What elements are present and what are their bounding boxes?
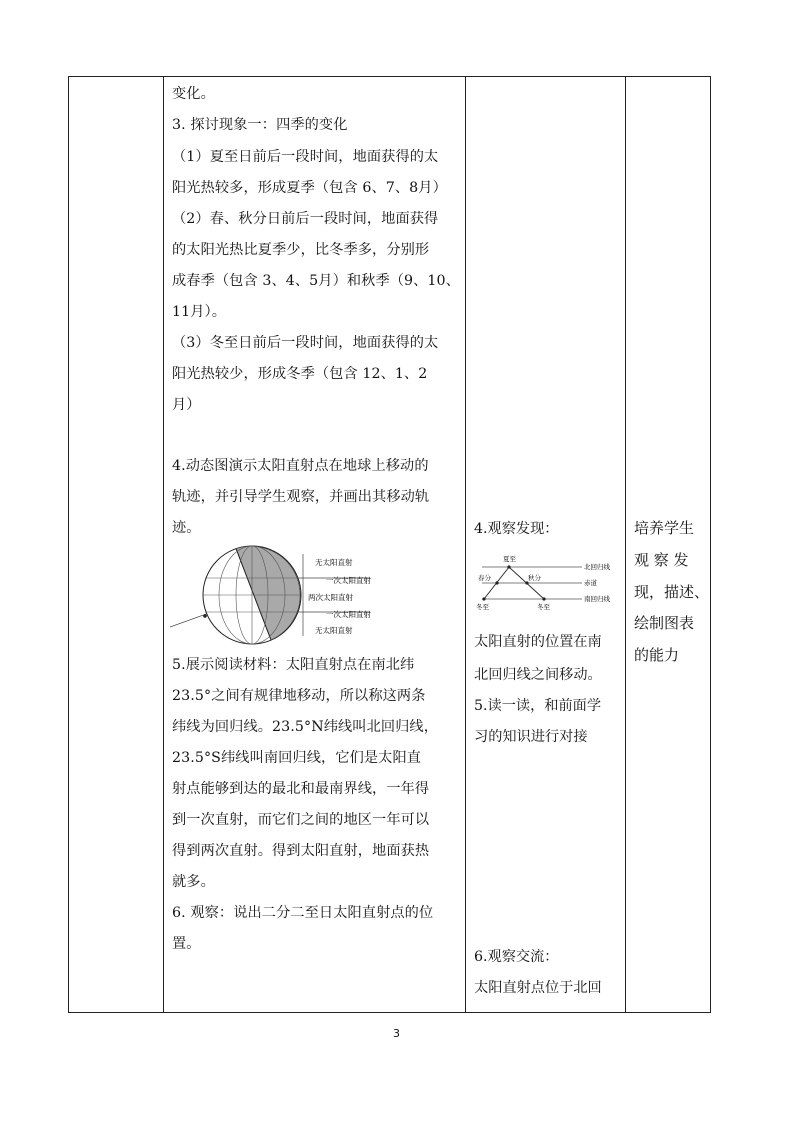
text-line: （2）春、秋分日前后一段时间，地面获得 [172, 211, 439, 227]
text-line: 3. 探讨现象一：四季的变化 [172, 117, 348, 133]
sun-path-diagram [472, 554, 622, 616]
text-line: 就多。 [172, 874, 215, 890]
text-line: 5.展示阅读材料：太阳直射点在南北纬 [172, 657, 415, 673]
text-line: 阳光热较多，形成夏季（包含 6、7、8月） [172, 180, 447, 196]
label-autumn: 秋分 [528, 574, 541, 582]
text-line: 得到两次直射。得到太阳直射，地面获热 [172, 843, 430, 859]
globe-sunlight-figure [170, 545, 410, 657]
text-line: 月） [172, 397, 201, 413]
direct-point-dot [203, 614, 207, 618]
globe-label-none-bottom: 无太阳直射 [315, 626, 353, 635]
text-line: 23.5°之间有规律地移动，所以称这两条 [172, 688, 426, 704]
label-winter-left: 冬至 [476, 603, 489, 611]
globe-label-once-top: 一次太阳直射 [326, 576, 371, 585]
globe-label-twice: 两次太阳直射 [308, 593, 353, 602]
text-line: 轨迹，并引导学生观察，并画出其移动轨 [172, 489, 430, 505]
text-line: 6.观察交流： [474, 949, 559, 965]
teacher-activity-cell [164, 77, 466, 1012]
globe-label-once-bottom: 一次太阳直射 [326, 610, 371, 619]
text-line: 绘制图表 [634, 614, 695, 632]
text-line: 射点能够到达的最北和最南界线，一年得 [172, 781, 430, 797]
text-line: 的太阳光热比夏季少，比冬季多，分别形 [172, 242, 430, 258]
lesson-table [68, 76, 711, 1013]
text-line: 观 察 发 [634, 551, 689, 569]
student-activity-cell [466, 77, 626, 1012]
text-line: 5.读一读，和前面学 [474, 698, 602, 714]
text-line: 习的知识进行对接 [474, 729, 588, 745]
text-line: 阳光热较少，形成冬季（包含 12、1、2 [172, 366, 428, 382]
label-winter-right: 冬至 [537, 603, 550, 611]
text-line: 4.动态图演示太阳直射点在地球上移动的 [172, 458, 429, 474]
text-line: 的能力 [634, 646, 680, 664]
text-line: 培养学生 [634, 519, 695, 537]
label-equator: 赤道 [584, 579, 597, 587]
text-line: 现，描述、 [634, 583, 710, 601]
text-line: 迹。 [172, 520, 201, 536]
text-line: 变化。 [172, 86, 215, 102]
text-line: 太阳直射点位于北回 [474, 980, 602, 996]
text-line: 太阳直射的位置在南 [474, 634, 602, 650]
label-south-tropic: 南回归线 [584, 595, 610, 603]
text-line: 23.5°S纬线叫南回归线，它们是太阳直 [172, 750, 422, 766]
text-line: （3）冬至日前后一段时间，地面获得的太 [172, 335, 439, 351]
text-line: 11月）。 [172, 304, 227, 320]
globe-label-none-top: 无太阳直射 [315, 558, 353, 567]
label-north-tropic: 北回归线 [584, 563, 610, 571]
text-line: （1）夏至日前后一段时间，地面获得的太 [172, 149, 439, 165]
design-intent-cell [626, 77, 712, 1012]
text-line: 到一次直射，而它们之间的地区一年可以 [172, 812, 430, 828]
label-summer: 夏至 [503, 555, 516, 563]
text-line: 成春季（包含 3、4、5月）和秋季（9、10、 [172, 273, 460, 289]
page-number: 3 [393, 1027, 400, 1040]
text-line: 置。 [172, 936, 201, 952]
text-line: 4.观察发现： [474, 521, 559, 537]
text-line: 纬线为回归线。23.5°N纬线叫北回归线， [172, 719, 439, 735]
text-line: 6. 观察：说出二分二至日太阳直射点的位 [172, 905, 434, 921]
label-spring: 春分 [478, 574, 491, 582]
text-line: 北回归线之间移动。 [474, 667, 602, 683]
